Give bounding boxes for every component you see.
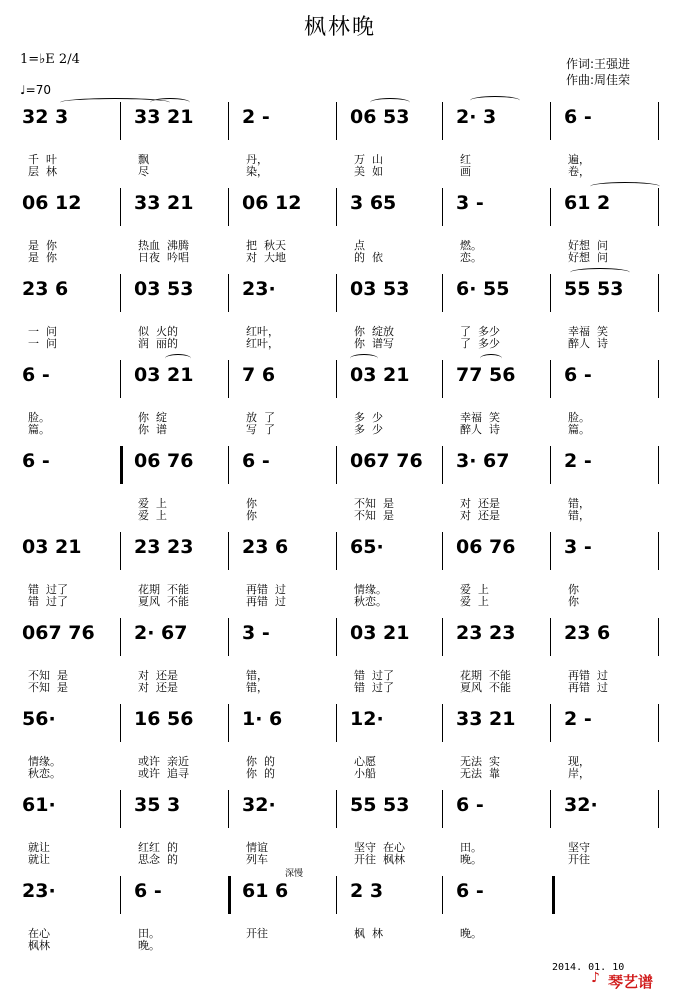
lyric-verse-2: 再错 过 bbox=[246, 595, 286, 608]
barline bbox=[442, 790, 443, 828]
lyric-verse-2: 红叶， bbox=[246, 337, 279, 350]
lyric-verse-1: 丹， bbox=[246, 153, 268, 166]
measure-notes: 03 21 bbox=[350, 622, 410, 644]
lyric-verse-1: 你 bbox=[568, 583, 579, 596]
barline bbox=[442, 876, 443, 914]
lyric-verse-1: 田。 bbox=[138, 927, 160, 940]
slur-mark bbox=[470, 96, 520, 105]
lyric-verse-1: 把 秋天 bbox=[246, 239, 286, 252]
lyric-verse-1: 现， bbox=[568, 755, 590, 768]
measure-notes: 6 - bbox=[456, 880, 484, 902]
lyric-verse-2: 醉人 诗 bbox=[460, 423, 500, 436]
lyric-verse-2: 多 少 bbox=[354, 423, 383, 436]
lyric-verse-1: 点 bbox=[354, 239, 365, 252]
measure-notes: 33 21 bbox=[456, 708, 516, 730]
lyric-verse-1: 在心 bbox=[28, 927, 50, 940]
measure-notes: 32· bbox=[564, 794, 598, 816]
lyric-verse-2: 你 bbox=[568, 595, 579, 608]
lyric-verse-2: 你 谱写 bbox=[354, 337, 394, 350]
lyric-verse-2: 错 过了 bbox=[28, 595, 68, 608]
measure-notes: 23 6 bbox=[242, 536, 289, 558]
slur-mark bbox=[370, 98, 410, 107]
measure-notes: 16 56 bbox=[134, 708, 194, 730]
lyric-verse-1: 万 山 bbox=[354, 153, 383, 166]
barline bbox=[120, 188, 121, 226]
lyric-verse-2: 一 问 bbox=[28, 337, 57, 350]
slur-mark bbox=[165, 354, 191, 363]
lyric-verse-2: 秋恋。 bbox=[28, 767, 61, 780]
lyric-verse-2: 对 还是 bbox=[138, 681, 178, 694]
lyric-verse-2: 思念 的 bbox=[138, 853, 178, 866]
measure-notes: 55 53 bbox=[350, 794, 410, 816]
measure-notes: 06 53 bbox=[350, 106, 410, 128]
measure-notes: 23· bbox=[22, 880, 56, 902]
barline bbox=[442, 532, 443, 570]
measure-notes: 33 21 bbox=[134, 106, 194, 128]
barline bbox=[550, 446, 551, 484]
barline bbox=[658, 102, 659, 140]
measure-notes: 12· bbox=[350, 708, 384, 730]
composer-credit: 作曲:周佳荣 bbox=[566, 73, 631, 87]
lyric-verse-2: 你 谱 bbox=[138, 423, 167, 436]
barline bbox=[228, 446, 229, 484]
lyric-verse-2: 对 还是 bbox=[460, 509, 500, 522]
measure-notes: 3 - bbox=[564, 536, 592, 558]
lyric-verse-2: 或许 追寻 bbox=[138, 767, 189, 780]
lyric-verse-1: 爱 上 bbox=[138, 497, 167, 510]
barline bbox=[336, 876, 337, 914]
lyric-verse-1: 晚。 bbox=[460, 927, 482, 940]
measure-notes: 56· bbox=[22, 708, 56, 730]
measure-notes: 2· 67 bbox=[134, 622, 188, 644]
lyric-verse-1: 开往 bbox=[246, 927, 268, 940]
barline bbox=[336, 532, 337, 570]
lyric-verse-1: 情缘。 bbox=[28, 755, 61, 768]
lyric-verse-1: 千 叶 bbox=[28, 153, 57, 166]
lyric-verse-2: 醉人 诗 bbox=[568, 337, 608, 350]
lyric-verse-2: 日夜 吟唱 bbox=[138, 251, 189, 264]
lyric-verse-2: 晚。 bbox=[138, 939, 160, 952]
barline bbox=[228, 790, 229, 828]
lyric-verse-2: 你 bbox=[246, 509, 257, 522]
lyric-verse-1: 错， bbox=[246, 669, 268, 682]
barline bbox=[228, 876, 231, 914]
lyric-verse-1: 心愿 bbox=[354, 755, 376, 768]
measure-notes: 2· 3 bbox=[456, 106, 497, 128]
lyric-verse-1: 情缘。 bbox=[354, 583, 387, 596]
barline bbox=[120, 360, 121, 398]
lyric-verse-2: 爱 上 bbox=[138, 509, 167, 522]
measure-notes: 06 76 bbox=[456, 536, 516, 558]
lyric-verse-2: 对 大地 bbox=[246, 251, 286, 264]
lyric-verse-1: 爱 上 bbox=[460, 583, 489, 596]
barline bbox=[550, 188, 551, 226]
barline bbox=[228, 704, 229, 742]
measure-notes: 06 12 bbox=[22, 192, 82, 214]
barline bbox=[336, 704, 337, 742]
lyric-verse-2: 不知 是 bbox=[354, 509, 394, 522]
barline bbox=[550, 274, 551, 312]
measure-notes: 23 23 bbox=[134, 536, 194, 558]
lyric-verse-2: 是 你 bbox=[28, 251, 57, 264]
barline bbox=[658, 360, 659, 398]
lyric-verse-1: 一 问 bbox=[28, 325, 57, 338]
lyric-verse-1: 情谊 bbox=[246, 841, 268, 854]
barline bbox=[658, 274, 659, 312]
barline bbox=[550, 704, 551, 742]
lyric-verse-1: 再错 过 bbox=[246, 583, 286, 596]
lyric-verse-1: 飘 bbox=[138, 153, 149, 166]
lyric-verse-1: 燃。 bbox=[460, 239, 482, 252]
measure-notes: 03 53 bbox=[134, 278, 194, 300]
lyric-verse-2: 恋。 bbox=[460, 251, 482, 264]
lyric-verse-1: 多 少 bbox=[354, 411, 383, 424]
barline bbox=[658, 618, 659, 656]
measure-notes: 6 - bbox=[242, 450, 270, 472]
barline bbox=[550, 618, 551, 656]
lyric-verse-1: 你 的 bbox=[246, 755, 275, 768]
measure-notes: 6 - bbox=[456, 794, 484, 816]
barline bbox=[658, 704, 659, 742]
measure-notes: 23 6 bbox=[22, 278, 69, 300]
measure-notes: 33 21 bbox=[134, 192, 194, 214]
lyric-verse-2: 好想 问 bbox=[568, 251, 608, 264]
lyric-verse-2: 层 林 bbox=[28, 165, 57, 178]
lyric-verse-2: 晚。 bbox=[460, 853, 482, 866]
lyric-verse-2: 秋恋。 bbox=[354, 595, 387, 608]
lyric-verse-1: 红 bbox=[460, 153, 471, 166]
barline bbox=[550, 532, 551, 570]
barline bbox=[442, 360, 443, 398]
lyric-verse-1: 热血 沸腾 bbox=[138, 239, 189, 252]
measure-notes: 3· 67 bbox=[456, 450, 510, 472]
barline bbox=[550, 102, 551, 140]
lyric-verse-1: 花期 不能 bbox=[460, 669, 511, 682]
lyric-verse-2: 开往 枫林 bbox=[354, 853, 405, 866]
lyricist-credit: 作词:王强进 bbox=[566, 57, 631, 71]
barline bbox=[442, 704, 443, 742]
lyric-verse-2: 夏风 不能 bbox=[138, 595, 189, 608]
measure-notes: 3 65 bbox=[350, 192, 397, 214]
lyric-verse-1: 你 绽放 bbox=[354, 325, 394, 338]
lyric-verse-1: 或许 亲近 bbox=[138, 755, 189, 768]
barline bbox=[336, 618, 337, 656]
lyric-verse-2: 错， bbox=[246, 681, 268, 694]
lyric-verse-2: 小船 bbox=[354, 767, 376, 780]
lyric-verse-2: 你 的 bbox=[246, 767, 275, 780]
measure-notes: 35 3 bbox=[134, 794, 181, 816]
measure-notes: 61 2 bbox=[564, 192, 611, 214]
measure-notes: 6 - bbox=[22, 450, 50, 472]
lyric-verse-2: 爱 上 bbox=[460, 595, 489, 608]
measure-notes: 03 53 bbox=[350, 278, 410, 300]
measure-notes: 23 6 bbox=[564, 622, 611, 644]
key-signature: 1=♭E 2/4 bbox=[20, 52, 80, 67]
measure-notes: 55 53 bbox=[564, 278, 624, 300]
barline bbox=[336, 446, 337, 484]
barline bbox=[550, 790, 551, 828]
lyric-verse-1: 花期 不能 bbox=[138, 583, 189, 596]
lyric-verse-1: 幸福 笑 bbox=[460, 411, 500, 424]
lyric-verse-1: 脸。 bbox=[568, 411, 590, 424]
barline bbox=[442, 618, 443, 656]
barline bbox=[228, 188, 229, 226]
site-logo: 琴艺谱 bbox=[608, 973, 654, 991]
barline bbox=[228, 532, 229, 570]
lyric-verse-1: 幸福 笑 bbox=[568, 325, 608, 338]
measure-notes: 6 - bbox=[564, 364, 592, 386]
measure-notes: 32· bbox=[242, 794, 276, 816]
measure-notes: 6 - bbox=[22, 364, 50, 386]
barline bbox=[658, 446, 659, 484]
lyric-verse-2: 不知 是 bbox=[28, 681, 68, 694]
lyric-verse-2: 尽 bbox=[138, 165, 149, 178]
barline bbox=[228, 102, 229, 140]
measure-notes: 1· 6 bbox=[242, 708, 283, 730]
lyric-verse-2: 润 丽的 bbox=[138, 337, 178, 350]
barline bbox=[442, 446, 443, 484]
measure-notes: 61 6 bbox=[242, 880, 289, 902]
slur-mark bbox=[350, 354, 378, 363]
barline bbox=[120, 704, 121, 742]
lyric-verse-2: 错 过了 bbox=[354, 681, 394, 694]
lyric-verse-1: 遍， bbox=[568, 153, 590, 166]
measure-notes: 067 76 bbox=[22, 622, 95, 644]
lyric-verse-1: 放 了 bbox=[246, 411, 275, 424]
measure-notes: 65· bbox=[350, 536, 384, 558]
measure-notes: 23 23 bbox=[456, 622, 516, 644]
measure-notes: 2 - bbox=[564, 708, 592, 730]
measure-notes: 06 12 bbox=[242, 192, 302, 214]
barline bbox=[120, 274, 121, 312]
barline bbox=[336, 790, 337, 828]
measure-notes: 067 76 bbox=[350, 450, 423, 472]
barline bbox=[228, 360, 229, 398]
lyric-verse-1: 田。 bbox=[460, 841, 482, 854]
lyric-verse-1: 再错 过 bbox=[568, 669, 608, 682]
measure-notes: 03 21 bbox=[22, 536, 82, 558]
slur-mark bbox=[590, 182, 660, 191]
lyric-verse-1: 对 还是 bbox=[460, 497, 500, 510]
measure-notes: 2 - bbox=[564, 450, 592, 472]
barline bbox=[336, 274, 337, 312]
lyric-verse-2: 了 多少 bbox=[460, 337, 500, 350]
lyric-verse-2: 卷， bbox=[568, 165, 590, 178]
barline bbox=[120, 876, 121, 914]
lyric-verse-1: 了 多少 bbox=[460, 325, 500, 338]
lyric-verse-1: 你 bbox=[246, 497, 257, 510]
lyric-verse-1: 你 绽 bbox=[138, 411, 167, 424]
lyric-verse-1: 似 火的 bbox=[138, 325, 178, 338]
barline bbox=[442, 102, 443, 140]
lyric-verse-1: 红叶， bbox=[246, 325, 279, 338]
tempo-marking: ♩=70 bbox=[20, 83, 51, 97]
measure-notes: 6 - bbox=[134, 880, 162, 902]
measure-notes: 2 3 bbox=[350, 880, 384, 902]
slur-mark bbox=[480, 354, 502, 363]
measure-notes: 6 - bbox=[564, 106, 592, 128]
lyric-verse-1: 红红 的 bbox=[138, 841, 178, 854]
lyric-verse-1: 错 过了 bbox=[28, 583, 68, 596]
lyric-verse-2: 的 依 bbox=[354, 251, 383, 264]
lyric-verse-2: 就让 bbox=[28, 853, 50, 866]
page-title: 枫林晚 bbox=[303, 15, 376, 40]
barline bbox=[442, 274, 443, 312]
barline bbox=[658, 790, 659, 828]
lyric-verse-1: 错， bbox=[568, 497, 590, 510]
lyric-verse-2: 篇。 bbox=[568, 423, 590, 436]
measure-notes: 77 56 bbox=[456, 364, 516, 386]
slur-mark bbox=[150, 98, 190, 107]
lyric-verse-2: 开往 bbox=[568, 853, 590, 866]
measure-notes: 6· 55 bbox=[456, 278, 510, 300]
lyric-verse-2: 列车 bbox=[246, 853, 268, 866]
lyric-verse-2: 岸， bbox=[568, 767, 590, 780]
lyric-verse-2: 写 了 bbox=[246, 423, 275, 436]
barline bbox=[550, 360, 551, 398]
date-stamp: 2014. 01. 10 bbox=[552, 962, 625, 973]
lyric-verse-1: 就让 bbox=[28, 841, 50, 854]
lyric-verse-1: 坚守 在心 bbox=[354, 841, 405, 854]
lyric-verse-2: 染， bbox=[246, 165, 268, 178]
barline bbox=[336, 360, 337, 398]
lyric-verse-2: 画 bbox=[460, 165, 471, 178]
lyric-verse-1: 对 还是 bbox=[138, 669, 178, 682]
barline bbox=[658, 188, 659, 226]
lyric-verse-1: 脸。 bbox=[28, 411, 50, 424]
barline bbox=[120, 446, 123, 484]
barline bbox=[120, 618, 121, 656]
measure-notes: 03 21 bbox=[350, 364, 410, 386]
lyric-verse-2: 无法 靠 bbox=[460, 767, 500, 780]
measure-notes: 2 - bbox=[242, 106, 270, 128]
lyric-verse-2: 夏风 不能 bbox=[460, 681, 511, 694]
lyric-verse-1: 是 你 bbox=[28, 239, 57, 252]
barline bbox=[120, 102, 121, 140]
lyric-verse-1: 错 过了 bbox=[354, 669, 394, 682]
lyric-verse-1: 无法 实 bbox=[460, 755, 500, 768]
lyric-verse-1: 枫 林 bbox=[354, 927, 383, 940]
lyric-verse-1: 好想 问 bbox=[568, 239, 608, 252]
barline bbox=[552, 876, 555, 914]
measure-notes: 03 21 bbox=[134, 364, 194, 386]
lyric-verse-2: 枫林 bbox=[28, 939, 50, 952]
tempo-annotation: 深慢 bbox=[285, 869, 304, 879]
lyric-verse-2: 错， bbox=[568, 509, 590, 522]
measure-notes: 32 3 bbox=[22, 106, 69, 128]
barline bbox=[336, 102, 337, 140]
barline bbox=[442, 188, 443, 226]
barline bbox=[120, 790, 121, 828]
measure-notes: 06 76 bbox=[134, 450, 194, 472]
lyric-verse-2: 美 如 bbox=[354, 165, 383, 178]
barline bbox=[228, 274, 229, 312]
barline bbox=[120, 532, 121, 570]
lyric-verse-1: 不知 是 bbox=[354, 497, 394, 510]
logo-icon: ♪ bbox=[591, 970, 600, 986]
measure-notes: 23· bbox=[242, 278, 276, 300]
slur-mark bbox=[570, 268, 630, 277]
measure-notes: 3 - bbox=[242, 622, 270, 644]
lyric-verse-2: 篇。 bbox=[28, 423, 50, 436]
measure-notes: 7 6 bbox=[242, 364, 276, 386]
barline bbox=[336, 188, 337, 226]
measure-notes: 61· bbox=[22, 794, 56, 816]
lyric-verse-1: 不知 是 bbox=[28, 669, 68, 682]
lyric-verse-2: 再错 过 bbox=[568, 681, 608, 694]
barline bbox=[228, 618, 229, 656]
measure-notes: 3 - bbox=[456, 192, 484, 214]
lyric-verse-1: 坚守 bbox=[568, 841, 590, 854]
barline bbox=[658, 532, 659, 570]
